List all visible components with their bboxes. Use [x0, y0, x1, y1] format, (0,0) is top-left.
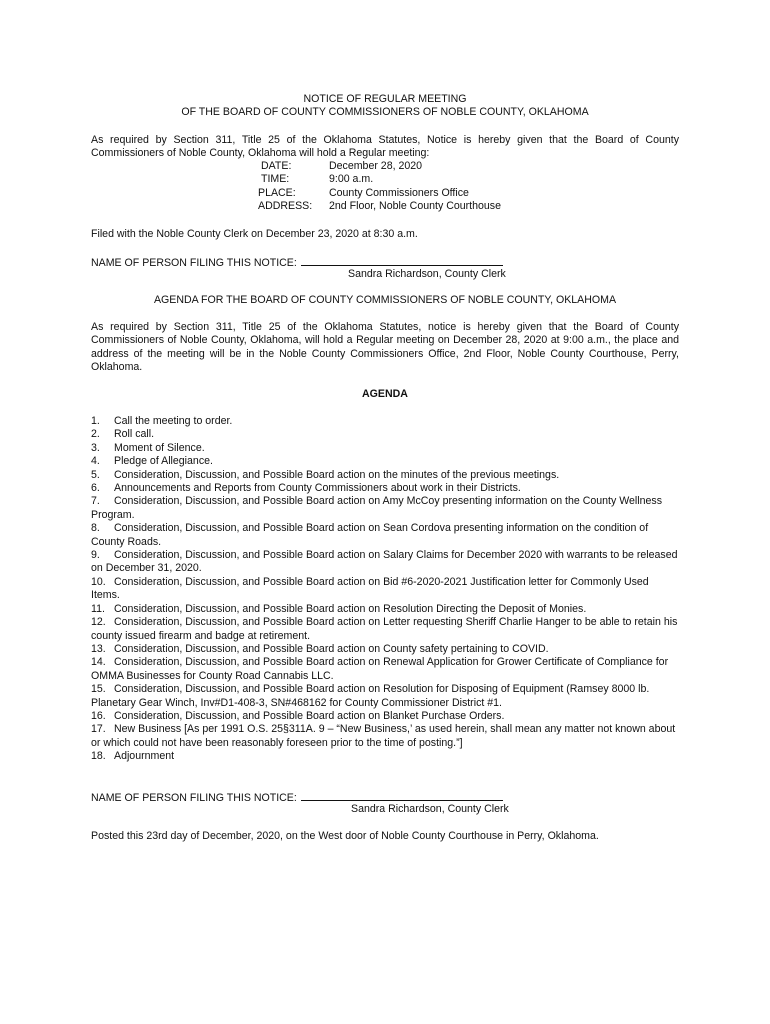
meeting-address-row — [258, 200, 501, 213]
agenda-item: 16. Consideration, Discussion, and Possible Board action on Blanket Purchase Orders. — [91, 709, 505, 722]
agenda-item: 12. Consideration, Discussion, and Possible Board action on Letter requesting Sheriff Charlie Hanger to be able to retain his county issued firearm and badge at retirement. — [91, 616, 678, 642]
filer-name-2: Sandra Richardson, County Clerk — [351, 803, 509, 815]
meeting-place-value: County Commissioners Office — [329, 186, 469, 199]
agenda-item: 6. Announcements and Reports from County Commissioners about work in their Districts. — [91, 482, 521, 495]
agenda-item: 11. Consideration, Discussion, and Possible Board action on Resolution Directing the Deposit of Monies. — [91, 602, 587, 615]
notice-intro: As required by Section 311, Title 25 of the Oklahoma Statutes, Notice is hereby given that the Board of County Commissioners of Noble County, Oklahoma will hold a Regular meeting: — [91, 134, 679, 160]
agenda-item: 17. New Business [As per 1991 O.S. 25§311A. 9 – “New Business,’ as used herein, shall mean any matter not known about or which could not have been reasonably foreseen prior to the time of posting.”] — [91, 723, 676, 749]
agenda-item: 2. Roll call. — [91, 428, 155, 441]
filed-statement: Filed with the Noble County Clerk on December 23, 2020 at 8:30 a.m. — [91, 228, 418, 240]
meeting-place-label: PLACE: — [258, 186, 296, 199]
signature-line-1 — [301, 255, 503, 266]
agenda-item: 8. Consideration, Discussion, and Possible Board action on Sean Cordova presenting information on the condition of County Roads. — [91, 522, 649, 548]
notice-title-line2: OF THE BOARD OF COUNTY COMMISSIONERS OF NOBLE COUNTY, OKLAHOMA — [181, 106, 589, 119]
agenda-list — [91, 415, 679, 764]
meeting-address-label: ADDRESS: — [258, 200, 313, 213]
meeting-date-row — [258, 160, 501, 173]
agenda-item: 5. Consideration, Discussion, and Possible Board action on the minutes of the previous meetings. — [91, 468, 560, 481]
agenda-item: 1. Call the meeting to order. — [91, 415, 233, 427]
agenda-item: 4. Pledge of Allegiance. — [91, 455, 213, 468]
meeting-details — [258, 160, 501, 214]
agenda-item: 3. Moment of Silence. — [91, 441, 205, 454]
meeting-time-label: TIME: — [261, 173, 290, 186]
signature-line-2 — [301, 790, 503, 801]
agenda-item: 10. Consideration, Discussion, and Possible Board action on Bid #6-2020-2021 Justification letter for Commonly Used Items. — [91, 575, 649, 602]
agenda-heading: AGENDA FOR THE BOARD OF COUNTY COMMISSIONERS OF NOBLE COUNTY, OKLAHOMA — [153, 294, 617, 306]
notice-title — [91, 93, 679, 120]
meeting-time-value: 9:00 a.m. — [329, 173, 374, 186]
agenda-item: 9. Consideration, Discussion, and Possible Board action on Salary Claims for December 2020 with warrants to be released on December 31, 2020. — [91, 549, 678, 575]
meeting-address-value: 2nd Floor, Noble County Courthouse — [329, 200, 501, 213]
filer-label-2: NAME OF PERSON FILING THIS NOTICE: — [91, 792, 297, 804]
filer-label-1: NAME OF PERSON FILING THIS NOTICE: — [91, 257, 297, 269]
agenda-item: 13. Consideration, Discussion, and Possible Board action on County safety pertaining to COVID. — [91, 642, 549, 655]
posted-statement: Posted this 23rd day of December, 2020, on the West door of Noble County Courthouse in Perry, Oklahoma. — [91, 830, 599, 842]
agenda-item: 18. Adjournment — [91, 750, 175, 763]
meeting-date-label: DATE: — [261, 160, 292, 172]
agenda-item: 15. Consideration, Discussion, and Possible Board action on Resolution for Disposing of Equipment (Ramsey 8000 lb. Planetary Gear Winch, Inv#D1-408-3, SN#468162 for County Commissioner District #1. — [91, 683, 650, 709]
agenda-item: 14. Consideration, Discussion, and Possible Board action on Renewal Application for Grower Certificate of Compliance for OMMA Businesses for County Road Cannabis LLC. — [91, 656, 669, 682]
notice-title-line1: NOTICE OF REGULAR MEETING — [303, 93, 467, 105]
agenda-title: AGENDA — [362, 388, 408, 400]
agenda-item: 7. Consideration, Discussion, and Possible Board action on Amy McCoy presenting information on the County Wellness Program. — [91, 495, 663, 521]
meeting-place-row — [258, 187, 501, 200]
filer-name-1: Sandra Richardson, County Clerk — [348, 268, 506, 280]
meeting-date-value: December 28, 2020 — [329, 160, 423, 172]
agenda-intro: As required by Section 311, Title 25 of the Oklahoma Statutes, notice is hereby given that the Board of County Commissioners of Noble County, Oklahoma, will hold a Regular meeting on December 28, 2020 at 9:00 a.m., the place and address of the meeting will be in the Noble County Commissioners Office, 2nd Floor, Noble County Courthouse, Perry, Oklahoma. — [91, 321, 679, 374]
meeting-time-row — [258, 173, 501, 186]
